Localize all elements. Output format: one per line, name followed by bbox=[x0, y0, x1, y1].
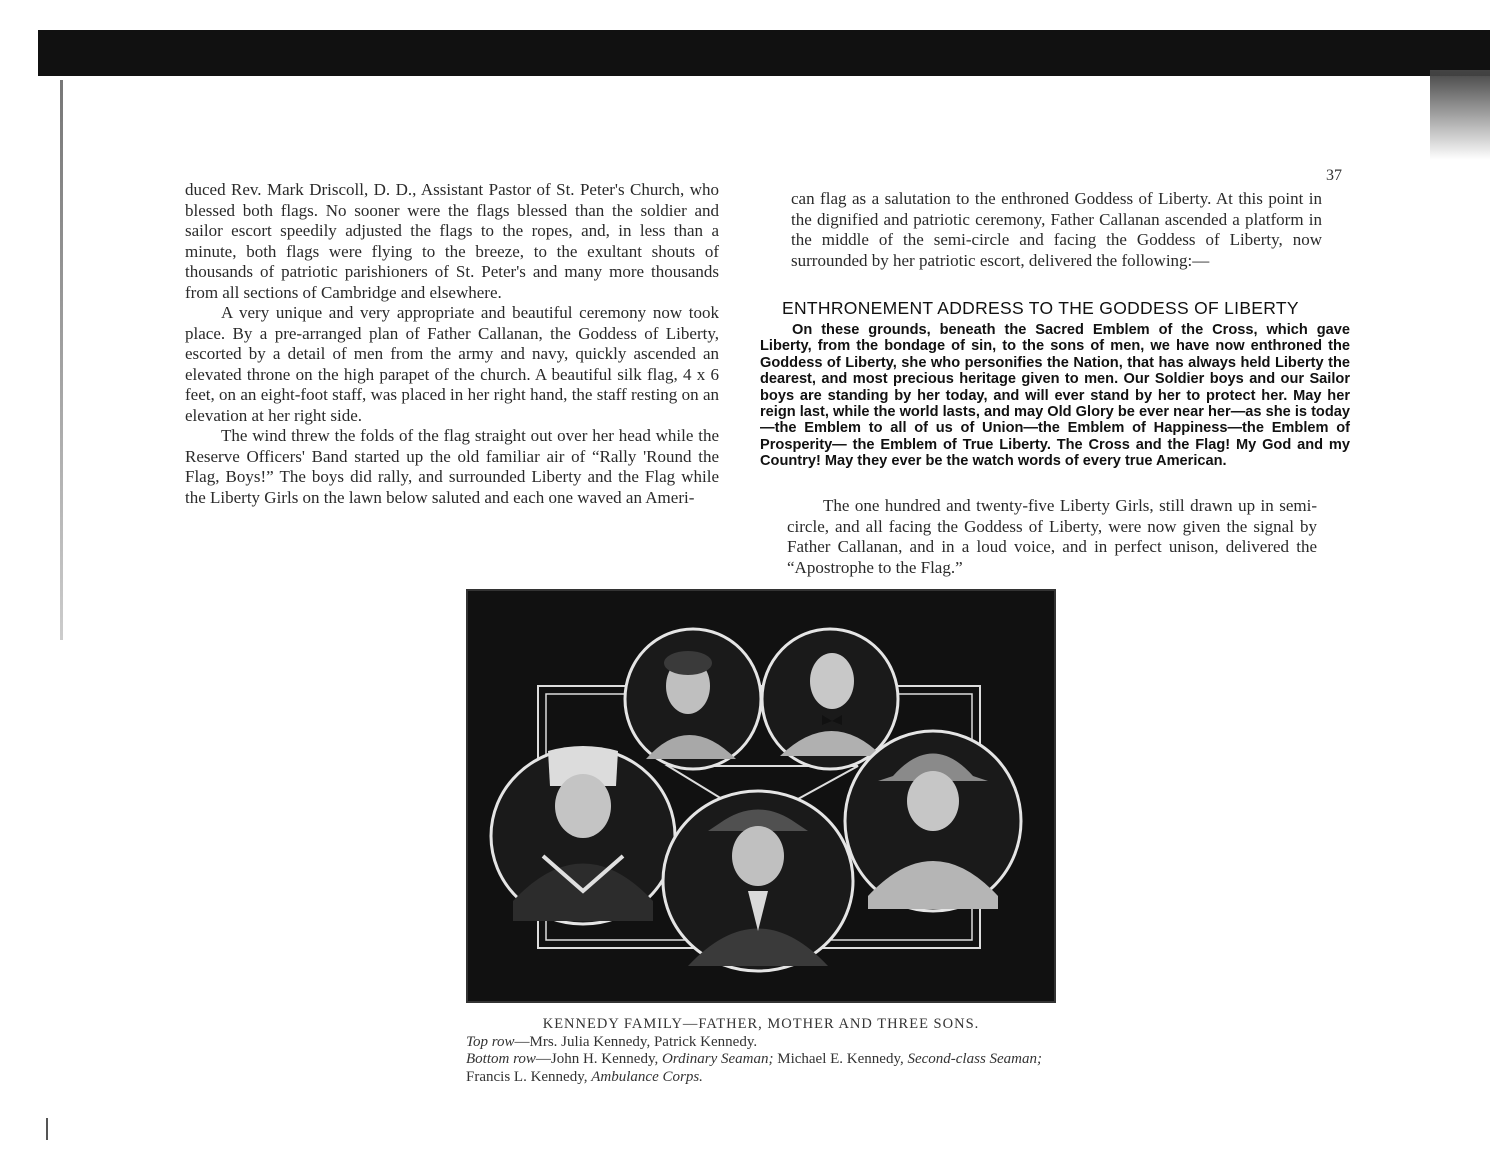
caption-bottom-rank-2: Second-class Seaman; bbox=[907, 1051, 1043, 1067]
caption-top-row-text: —Mrs. Julia Kennedy, Patrick Kennedy. bbox=[514, 1033, 758, 1050]
left-paragraph-3: The wind threw the folds of the flag straight out over her head while the Reserve Officers' Band started up the old familiar air of “Rally 'Round the Flag, Boys!” The boys did rally, and surrounded Liberty and the Flag while the Liberty Girls on the lawn below saluted and each one waved an Ameri- bbox=[185, 426, 719, 507]
caption-bottom-rank-3: Ambulance Corps. bbox=[591, 1068, 703, 1085]
right-column-intro bbox=[791, 189, 1322, 271]
address-heading: ENTHRONEMENT ADDRESS TO THE GODDESS OF LIBERTY bbox=[782, 298, 1299, 318]
photo-montage bbox=[468, 591, 1054, 1001]
right-column-closing bbox=[787, 496, 1317, 578]
right-intro-paragraph: can flag as a salutation to the enthroned Goddess of Liberty. At this point in the dignified and patriotic ceremony, Father Callanan ascended a platform in the middle of the semi-circle and facing the Goddess of Liberty, now surrounded by her patriotic escort, delivered the following:— bbox=[791, 189, 1322, 270]
caption-title: KENNEDY FAMILY—FATHER, MOTHER AND THREE SONS. bbox=[542, 1016, 980, 1032]
caption-bottom-row bbox=[466, 1051, 1056, 1086]
caption-bottom-person-3: Francis L. Kennedy, bbox=[466, 1068, 588, 1085]
portrait-civilian bbox=[663, 791, 853, 971]
portrait-father bbox=[762, 629, 898, 769]
caption-bottom-rank-1: Ordinary Seaman; bbox=[661, 1051, 774, 1067]
scan-artifact-mark bbox=[46, 1118, 48, 1140]
kennedy-family-photo bbox=[466, 589, 1056, 1003]
page-number: 37 bbox=[1326, 167, 1342, 184]
portrait-sailor bbox=[491, 746, 675, 924]
left-paragraph-2: A very unique and very appropriate and beautiful ceremony now took place. By a pre-arranged plan of Father Callanan, the Goddess of Liberty, escorted by a detail of men from the army and navy, quickly ascended an elevated throne on the high parapet of the church. A beautiful silk flag, 4 x 6 feet, on an eight-foot staff, was placed in her right hand, the staff resting on an elevation at her right side. bbox=[185, 303, 719, 425]
portrait-mother bbox=[625, 629, 761, 769]
scan-top-border bbox=[38, 30, 1490, 76]
left-paragraph-1: duced Rev. Mark Driscoll, D. D., Assistant Pastor of St. Peter's Church, who blessed both flags. No sooner were the flags blessed than the soldier and sailor escort speedily adjusted the flags to the ropes, and, in less than a minute, both flags were flying to the breeze, to the exultant shouts of thousands of patriotic parishioners of St. Peter's and many more thousands from all sections of Cambridge and elsewhere. bbox=[185, 180, 719, 302]
scan-corner-shadow bbox=[1430, 70, 1490, 160]
right-closing-paragraph: The one hundred and twenty-five Liberty Girls, still drawn up in semi-circle, and all facing the Goddess of Liberty, were now given the signal by Father Callanan, and in a loud voice, and in perfect unison, delivered the “Apostrophe to the Flag.” bbox=[787, 496, 1317, 577]
caption-bottom-row-label: Bottom row bbox=[466, 1051, 536, 1067]
address-text: On these grounds, beneath the Sacred Emblem of the Cross, which gave Liberty, from the bondage of sin, to the sons of men, we have now enthroned the Goddess of Liberty, she who personifies the Nation, that has always held Liberty the dearest, and most precious heritage given to men. Our Soldier boys and our Sailor boys are standing by her today, and will ever stand by her to protect her. May her reign last, while the world lasts, and may Old Glory be ever near her—as she is today—the Emblem to all of us of Union—the Emblem of Happiness—the Emblem of Prosperity— the Emblem of True Liberty. The Cross and the Flag! My God and my Country! May they ever be the watch words of every true American. bbox=[760, 322, 1350, 470]
left-column bbox=[185, 180, 719, 508]
caption-top-row bbox=[466, 1034, 1056, 1052]
photo-caption bbox=[466, 1016, 1056, 1086]
caption-bottom-person-1: —John H. Kennedy, bbox=[535, 1051, 659, 1067]
portrait-ambulance-corps bbox=[845, 731, 1021, 911]
caption-top-row-label: Top row bbox=[466, 1033, 515, 1050]
caption-bottom-person-2: Michael E. Kennedy, bbox=[777, 1051, 904, 1067]
scan-left-margin-shadow bbox=[60, 80, 63, 640]
